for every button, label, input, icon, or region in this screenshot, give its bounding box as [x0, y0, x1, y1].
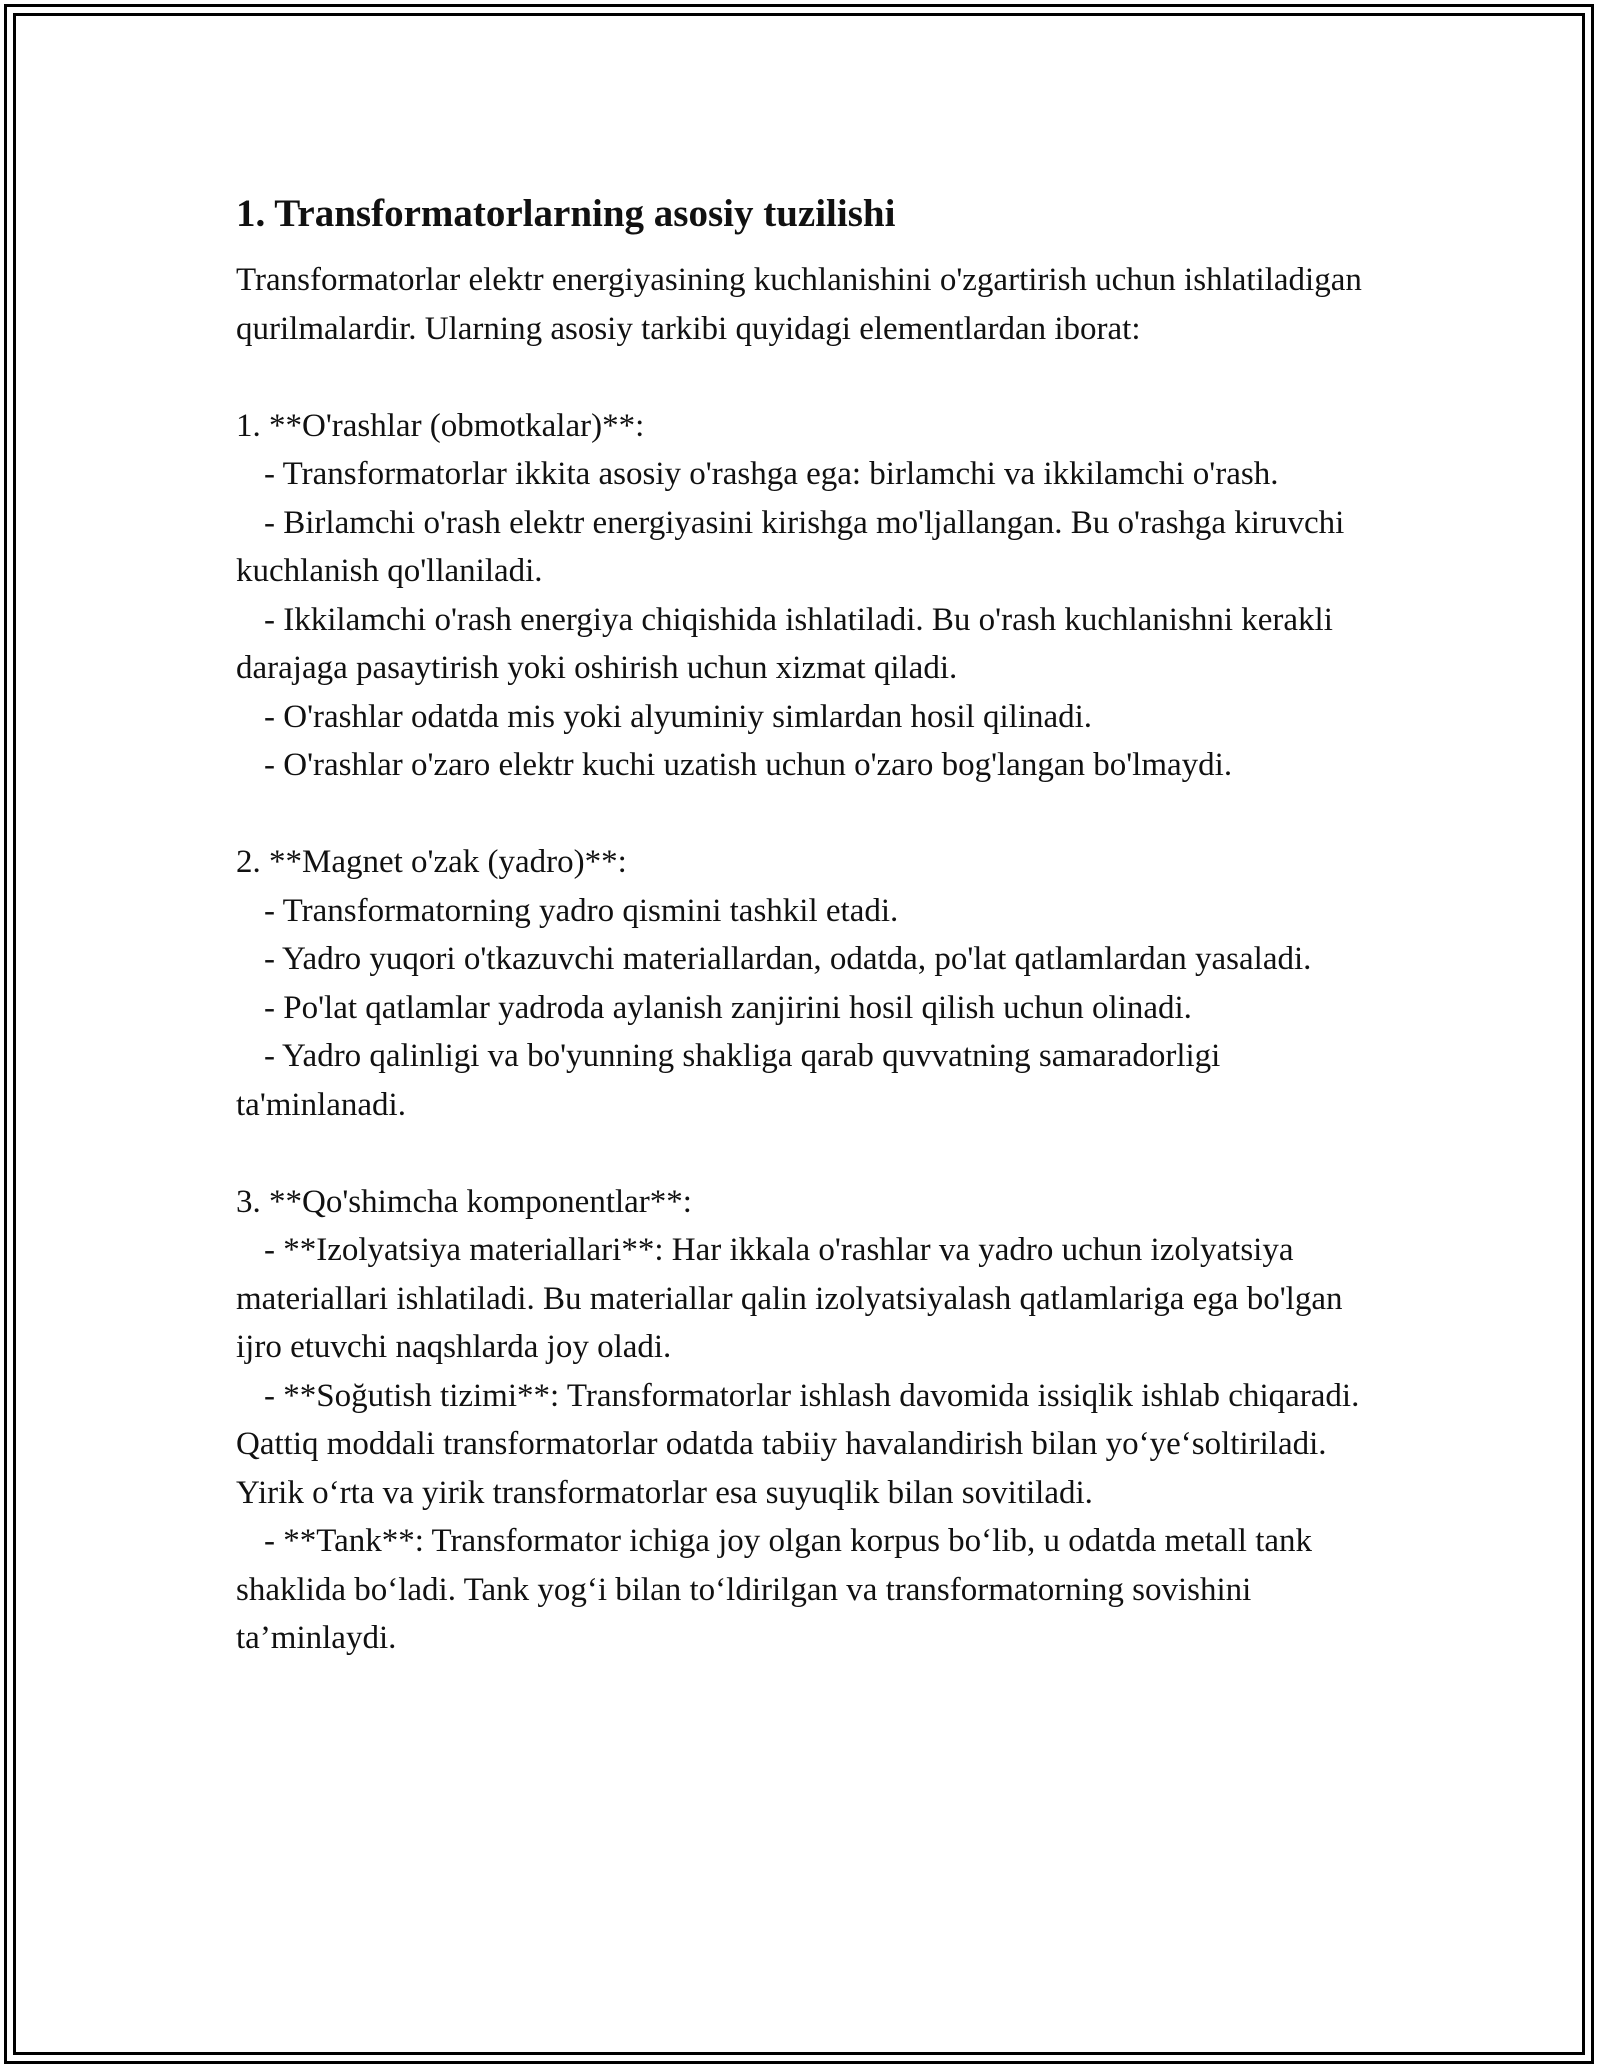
intro-paragraph: Transformatorlar elektr energiyasining kuchlanishini o'zgartirish uchun ishlatiladigan qurilmalardir. Ularning asosiy tarkibi quyidagi elementlardan iborat:: [236, 262, 1362, 347]
list-item: - **Tank**: Transformator ichiga joy olgan korpus bo‘lib, u odatda metall tank shaklida bo‘ladi. Tank yog‘i bilan to‘ldirilgan va transformatorning sovishini ta’minlaydi.: [236, 1523, 1313, 1656]
list-item: - Yadro qalinligi va bo'yunning shakliga qarab quvvatning samaradorligi ta'minlanadi.: [236, 1038, 1221, 1123]
section-core: [236, 838, 1376, 1129]
section-components: [236, 1178, 1376, 1663]
list-item: - Transformatorlar ikkita asosiy o'rashga ega: birlamchi va ikkilamchi o'rash.: [264, 456, 1279, 492]
section-title: 2. **Magnet o'zak (yadro)**:: [236, 844, 627, 880]
list-item: - Ikkilamchi o'rash energiya chiqishida ishlatiladi. Bu o'rash kuchlanishni kerakli darajaga pasaytirish yoki oshirish uchun xizmat qiladi.: [236, 601, 1333, 686]
list-item: - Po'lat qatlamlar yadroda aylanish zanjirini hosil qilish uchun olinadi.: [264, 989, 1192, 1026]
section-title: 3. **Qo'shimcha komponentlar**:: [236, 1183, 692, 1220]
list-item: - O'rashlar odatda mis yoki alyuminiy simlardan hosil qilinadi.: [264, 698, 1093, 735]
page-title: 1. Transformatorlarning asosiy tuzilishi: [236, 192, 896, 235]
section-windings: [236, 402, 1376, 790]
list-item: - O'rashlar o'zaro elektr kuchi uzatish uchun o'zaro bog'langan bo'lmaydi.: [264, 747, 1233, 783]
list-item: - Yadro yuqori o'tkazuvchi materiallardan, odatda, po'lat qatlamlardan yasaladi.: [264, 941, 1312, 977]
list-item: - Transformatorning yadro qismini tashkil etadi.: [264, 892, 899, 929]
document-body: [236, 186, 1376, 1663]
list-item: - **Soğutish tizimi**: Transformatorlar ishlash davomida issiqlik ishlab chiqaradi. Qattiq moddali transformatorlar odatda tabiiy havalandirish bilan yo‘ye‘soltiriladi. Yirik o‘rta va yirik transformatorlar esa suyuqlik bilan sovitiladi.: [236, 1377, 1360, 1511]
list-item: - **Izolyatsiya materiallari**: Har ikkala o'rashlar va yadro uchun izolyatsiya materiallari ishlatiladi. Bu materiallar qalin izolyatsiyalash qatlamlariga ega bo'lgan ijro etuvchi naqshlarda joy oladi.: [236, 1232, 1343, 1365]
section-title: 1. **O'rashlar (obmotkalar)**:: [236, 407, 645, 444]
list-item: - Birlamchi o'rash elektr energiyasini kirishga mo'ljallangan. Bu o'rashga kiruvchi kuchlanish qo'llaniladi.: [236, 504, 1345, 589]
